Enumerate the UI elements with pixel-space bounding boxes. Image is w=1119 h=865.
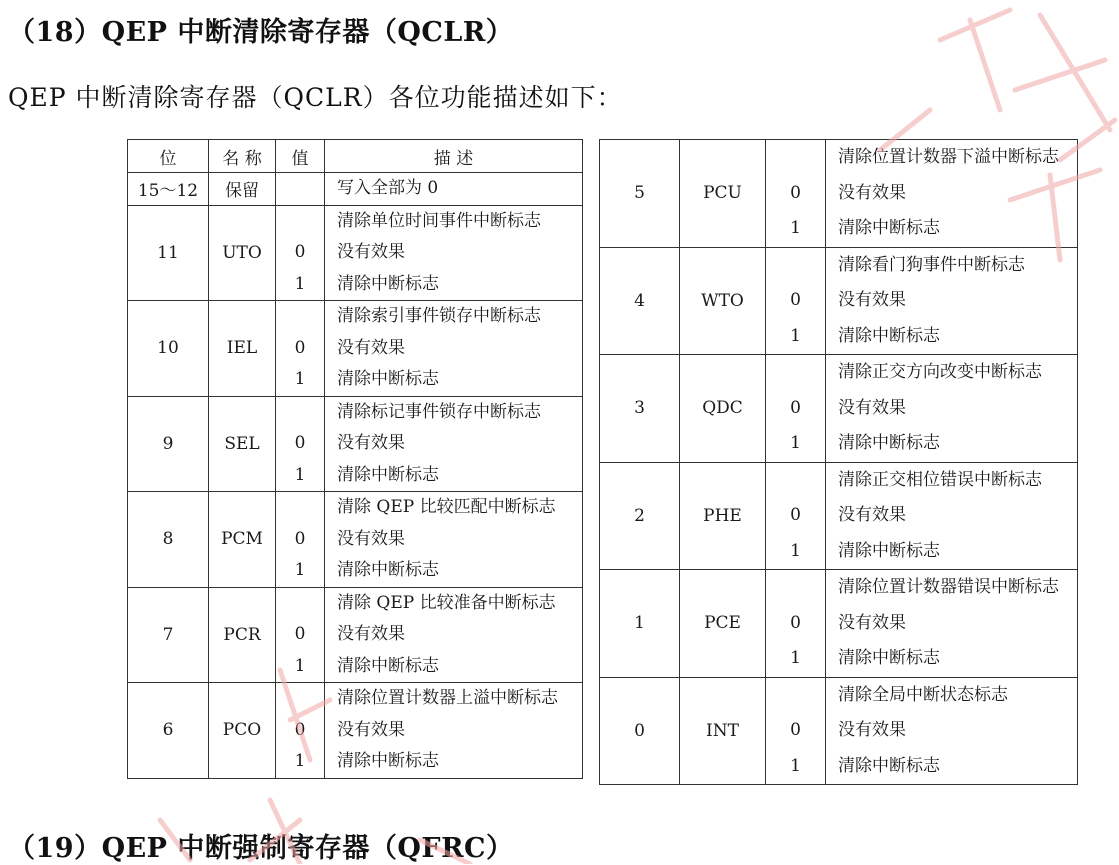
description-line: 清除中断标志 xyxy=(337,560,439,580)
bit-value xyxy=(276,588,324,620)
description-line: 没有效果 xyxy=(838,182,906,203)
bit-cell: 6 xyxy=(128,683,209,779)
register-row xyxy=(128,396,583,492)
description-cell xyxy=(325,587,583,683)
description-line: 清除中断标志 xyxy=(838,648,940,668)
field-name-cell: PCO xyxy=(209,683,276,779)
bit-value xyxy=(766,570,825,606)
value-cell xyxy=(276,587,325,683)
header-description: 描 述 xyxy=(325,140,583,173)
description-line: 清除中断标志 xyxy=(337,751,439,771)
value-cell xyxy=(276,396,325,492)
register-row xyxy=(600,140,1078,248)
description-cell xyxy=(826,677,1078,785)
description-line: 清除全局中断状态标志 xyxy=(838,684,1008,705)
description-line: 没有效果 xyxy=(838,290,906,310)
description-cell xyxy=(826,462,1078,570)
field-name-cell: PCE xyxy=(680,570,766,678)
bit-value: 0 xyxy=(294,528,306,549)
description-line: 没有效果 xyxy=(337,337,405,358)
bit-value: 0 xyxy=(790,720,801,740)
bit-value: 1 xyxy=(294,655,306,676)
bit-value xyxy=(276,301,324,333)
description-line: 清除 QEP 比较匹配中断标志 xyxy=(337,497,556,517)
bit-cell: 15～12 xyxy=(128,173,209,206)
description-line: 没有效果 xyxy=(337,433,405,453)
bit-value xyxy=(766,248,825,284)
description-cell xyxy=(325,396,583,492)
description-cell xyxy=(325,492,583,588)
bit-value: 0 xyxy=(790,182,801,203)
field-name-cell: PCU xyxy=(680,140,766,248)
bit-cell: 2 xyxy=(600,462,680,570)
header-bit: 位 xyxy=(128,140,209,173)
field-name-cell: SEL xyxy=(209,396,276,492)
bit-value: 0 xyxy=(294,337,306,358)
description-line: 清除中断标志 xyxy=(838,433,940,453)
description-line: 清除中断标志 xyxy=(838,755,940,776)
description-line: 清除位置计数器下溢中断标志 xyxy=(838,147,1059,167)
bit-value: 0 xyxy=(294,624,306,644)
description-line: 清除中断标志 xyxy=(337,655,439,676)
value-cell xyxy=(766,247,826,355)
description-line: 清除位置计数器上溢中断标志 xyxy=(337,688,558,708)
description-line: 没有效果 xyxy=(838,505,906,525)
register-row xyxy=(128,587,583,683)
next-section-heading: （19）QEP 中断强制寄存器（QFRC） xyxy=(8,833,514,864)
description-cell xyxy=(826,570,1078,678)
bit-value xyxy=(766,678,825,714)
value-cell xyxy=(766,462,826,570)
bit-value: 0 xyxy=(790,290,801,310)
description-line: 清除单位时间事件中断标志 xyxy=(337,210,541,231)
section-heading: （18）QEP 中断清除寄存器（QCLR） xyxy=(8,17,514,48)
bit-cell: 4 xyxy=(600,247,680,355)
header-value: 值 xyxy=(276,140,325,173)
description-line: 写入全部为 0 xyxy=(337,178,439,198)
bit-value: 1 xyxy=(790,540,801,561)
description-cell xyxy=(826,247,1078,355)
bit-value: 1 xyxy=(294,751,306,771)
description-line: 清除位置计数器错误中断标志 xyxy=(838,577,1059,597)
register-row xyxy=(600,570,1078,678)
bit-value xyxy=(276,683,324,715)
qclr-table-right xyxy=(599,139,1078,785)
description-line: 没有效果 xyxy=(337,719,405,740)
bit-value: 1 xyxy=(790,648,801,668)
bit-value xyxy=(276,206,324,238)
bit-value: 1 xyxy=(790,755,801,776)
bit-cell: 7 xyxy=(128,587,209,683)
field-name-cell: INT xyxy=(680,677,766,785)
description-cell xyxy=(325,301,583,397)
value-cell xyxy=(766,570,826,678)
field-name-cell: PCM xyxy=(209,492,276,588)
header-name: 名 称 xyxy=(209,140,276,173)
bit-value xyxy=(276,173,324,205)
bit-value xyxy=(766,463,825,499)
value-cell xyxy=(276,205,325,301)
bit-value: 1 xyxy=(294,273,306,294)
description-line: 清除中断标志 xyxy=(337,369,439,389)
bit-value xyxy=(766,140,825,176)
value-cell xyxy=(276,683,325,779)
description-line: 没有效果 xyxy=(838,720,906,740)
bit-cell: 1 xyxy=(600,570,680,678)
description-cell xyxy=(826,140,1078,248)
bit-value: 0 xyxy=(790,505,801,525)
bit-value: 1 xyxy=(294,560,306,580)
register-row xyxy=(128,683,583,779)
description-line: 清除看门狗事件中断标志 xyxy=(838,254,1025,275)
register-row xyxy=(128,173,583,206)
description-line: 清除中断标志 xyxy=(838,540,940,561)
description-cell xyxy=(325,205,583,301)
value-cell xyxy=(766,355,826,463)
description-line: 没有效果 xyxy=(337,528,405,549)
description-line: 清除标记事件锁存中断标志 xyxy=(337,401,541,422)
bit-cell: 10 xyxy=(128,301,209,397)
bit-cell: 11 xyxy=(128,205,209,301)
bit-cell: 3 xyxy=(600,355,680,463)
field-name-cell: WTO xyxy=(680,247,766,355)
bit-value: 1 xyxy=(790,325,801,346)
description-line: 清除中断标志 xyxy=(838,218,940,238)
register-row xyxy=(600,677,1078,785)
description-line: 清除中断标志 xyxy=(838,325,940,346)
bit-value: 1 xyxy=(294,464,306,485)
description-cell xyxy=(325,173,583,206)
description-line: 没有效果 xyxy=(337,242,405,262)
description-line: 清除 QEP 比较准备中断标志 xyxy=(337,592,556,613)
description-line: 清除中断标志 xyxy=(337,464,439,485)
register-row xyxy=(128,205,583,301)
bit-cell: 8 xyxy=(128,492,209,588)
description-line: 清除正交相位错误中断标志 xyxy=(838,469,1042,490)
bit-value: 1 xyxy=(790,218,801,238)
description-line: 没有效果 xyxy=(337,624,405,644)
bit-cell: 5 xyxy=(600,140,680,248)
field-name-cell: QDC xyxy=(680,355,766,463)
bit-value: 0 xyxy=(790,397,801,418)
description-cell xyxy=(325,683,583,779)
intro-paragraph: QEP 中断清除寄存器（QCLR）各位功能描述如下： xyxy=(8,83,623,112)
bit-value: 1 xyxy=(790,433,801,453)
value-cell xyxy=(276,492,325,588)
bit-value xyxy=(766,355,825,391)
bit-value xyxy=(276,397,324,429)
bit-value xyxy=(276,492,324,524)
register-row xyxy=(600,355,1078,463)
description-line: 清除正交方向改变中断标志 xyxy=(838,362,1042,382)
field-name-cell: UTO xyxy=(209,205,276,301)
register-row xyxy=(128,301,583,397)
description-cell xyxy=(826,355,1078,463)
bit-cell: 0 xyxy=(600,677,680,785)
register-row xyxy=(600,462,1078,570)
bit-value: 0 xyxy=(790,612,801,633)
bit-cell: 9 xyxy=(128,396,209,492)
field-name-cell: IEL xyxy=(209,301,276,397)
register-row xyxy=(600,247,1078,355)
description-line: 没有效果 xyxy=(838,612,906,633)
register-row xyxy=(128,492,583,588)
value-cell xyxy=(766,677,826,785)
bit-value: 1 xyxy=(294,369,306,389)
value-cell xyxy=(276,301,325,397)
bit-value: 0 xyxy=(294,719,306,740)
bit-value: 0 xyxy=(294,433,306,453)
description-line: 没有效果 xyxy=(838,397,906,418)
bit-value: 0 xyxy=(294,242,306,262)
description-line: 清除索引事件锁存中断标志 xyxy=(337,306,541,326)
value-cell xyxy=(766,140,826,248)
value-cell xyxy=(276,173,325,206)
field-name-cell: PCR xyxy=(209,587,276,683)
field-name-cell: PHE xyxy=(680,462,766,570)
table-header-row xyxy=(128,140,583,173)
description-line: 清除中断标志 xyxy=(337,273,439,294)
qclr-table-left xyxy=(127,139,583,779)
field-name-cell: 保留 xyxy=(209,173,276,206)
